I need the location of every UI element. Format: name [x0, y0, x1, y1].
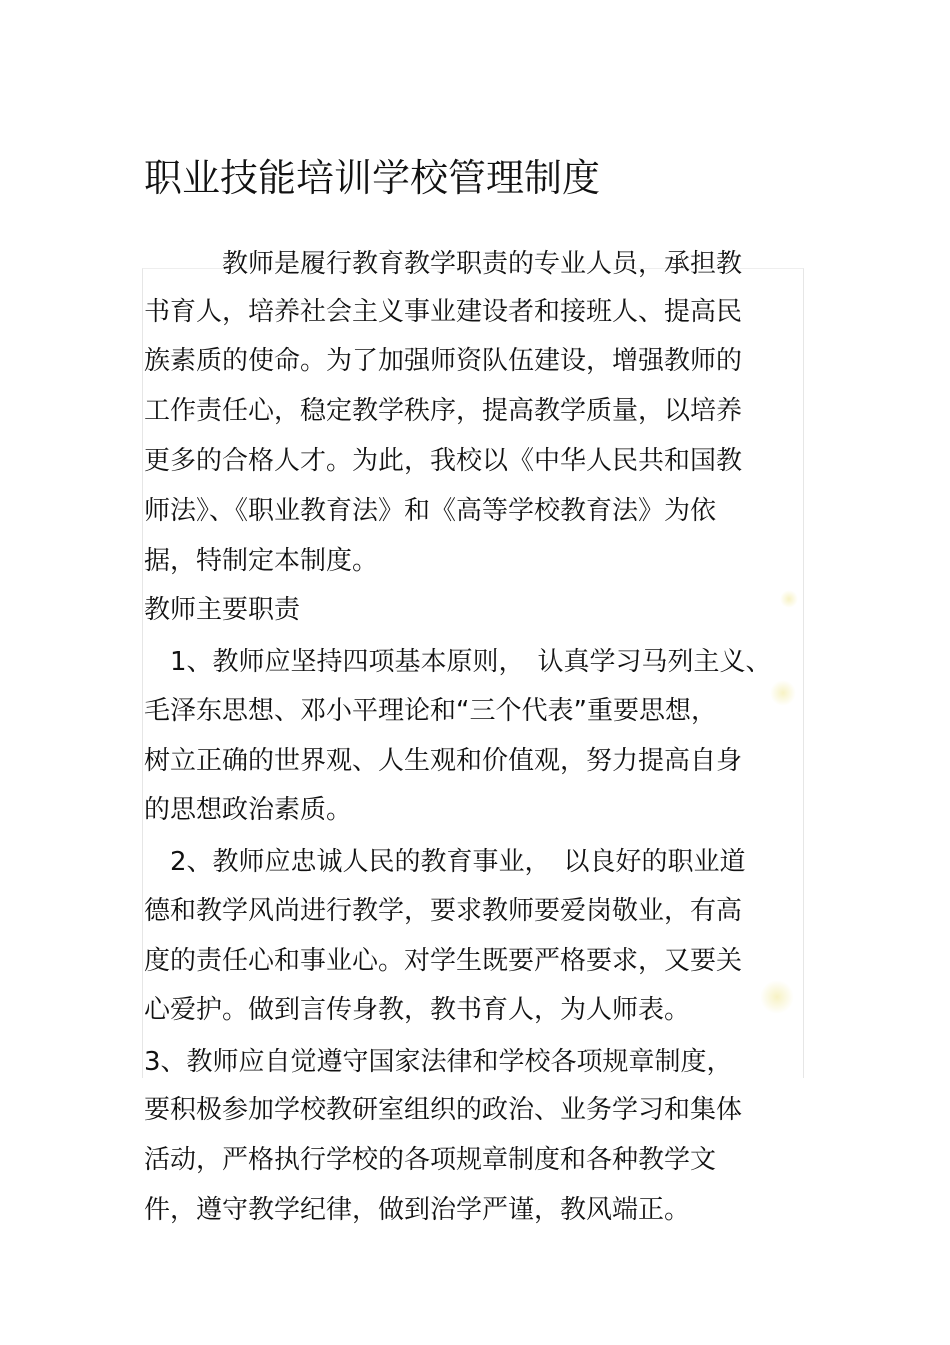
- body-line: 师法》、《职业教育法》和《高等学校教育法》为依: [144, 496, 717, 526]
- body-line: 要积极参加学校教研室组织的政治、业务学习和集体: [144, 1095, 743, 1125]
- section-heading: 教师主要职责: [144, 595, 301, 625]
- document-title: 职业技能培训学校管理制度: [144, 156, 601, 200]
- body-line: 德和教学风尚进行教学，要求教师要爱岗敬业，有高: [144, 896, 743, 926]
- body-line: 据，特制定本制度。: [144, 546, 379, 576]
- body-line: 书育人，培养社会主义事业建设者和接班人、提高民: [144, 297, 743, 327]
- watermark-speck: [780, 590, 798, 608]
- body-line: 活动，严格执行学校的各项规章制度和各种教学文: [144, 1145, 717, 1175]
- watermark-speck: [760, 980, 794, 1014]
- body-line: 工作责任心，稳定教学秩序，提高教学质量，以培养: [144, 396, 743, 426]
- body-line: 件，遵守教学纪律，做到治学严谨，教风端正。: [144, 1195, 691, 1225]
- body-line: 心爱护。做到言传身教，教书育人，为人师表。: [144, 995, 691, 1025]
- watermark-speck: [770, 680, 796, 706]
- body-line: 的思想政治素质。: [144, 795, 353, 825]
- body-line: 更多的合格人才。为此，我校以《中华人民共和国教: [144, 446, 743, 476]
- body-line: 教师是履行教育教学职责的专业人员，承担教: [144, 249, 743, 279]
- body-line: 树立正确的世界观、人生观和价值观，努力提高自身: [144, 746, 743, 776]
- body-line: 族素质的使命。为了加强师资队伍建设，增强教师的: [144, 346, 743, 376]
- body-line: 1、教师应坚持四项基本原则， 认真学习马列主义、: [144, 647, 772, 677]
- body-line: 毛泽东思想、邓小平理论和“三个代表”重要思想，: [144, 696, 717, 726]
- body-line: 度的责任心和事业心。对学生既要严格要求，又要关: [144, 946, 743, 976]
- body-line: 3、教师应自觉遵守国家法律和学校各项规章制度，: [144, 1047, 733, 1077]
- body-line: 2、教师应忠诚人民的教育事业， 以良好的职业道: [144, 847, 746, 877]
